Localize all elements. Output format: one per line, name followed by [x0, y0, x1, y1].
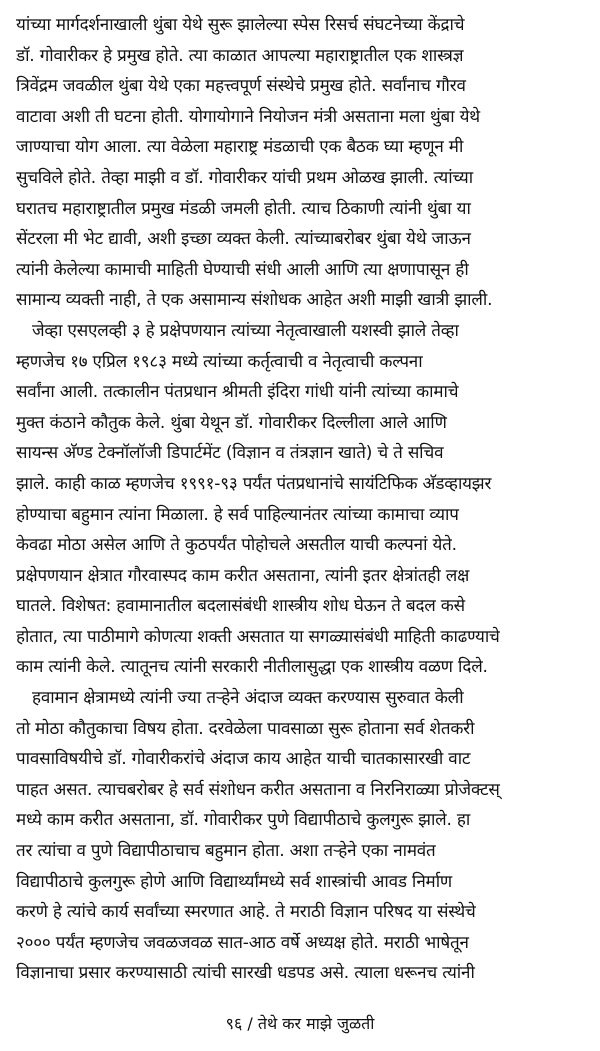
text-line: तर त्यांचा व पुणे विद्यापीठाचाच बहुमान होता. अशा तऱ्हेने एका नामवंत: [16, 841, 436, 862]
text-line: तो मोठा कौतुकाचा विषय होता. दरवेळेला पावसाळा सुरू होताना सर्व शेतकरी: [16, 718, 475, 739]
text-line: वाटावा अशी ती घटना होती. योगायोगाने नियोजन मंत्री असताना मला थुंबा येथे: [16, 106, 480, 127]
text-line: पावसाविषयीचे डॉ. गोवारीकरांचे अंदाज काय आहेत याची चातकासारखी वाट: [16, 749, 471, 770]
text-line: त्रिवेंद्रम जवळील थुंबा येथे एका महत्त्वपूर्ण संस्थेचे प्रमुख होते. सर्वांनाच गौरव: [16, 76, 466, 97]
text-line: घरातच महाराष्ट्रातील प्रमुख मंडळी जमली होती. त्याच ठिकाणी त्यांनी थुंबा या: [16, 198, 471, 219]
page-footer: ९६ / तेथे कर माझे जुळती: [225, 1014, 375, 1033]
text-line: होतात, त्या पाठीमागे कोणत्या शक्ती असतात या सगळ्यासंबंधी माहिती काढण्याचे: [16, 626, 500, 647]
text-line: पाहत असत. त्याचबरोबर हे सर्व संशोधन करीत असताना व निरनिराळ्या प्रोजेक्टस्: [16, 779, 500, 800]
text-line: सायन्स अ‍ॅण्ड टेक्नॉलॉजी डिपार्टमेंट (विज्ञान व तंत्रज्ञान खाते) चे ते सचिव: [16, 443, 444, 464]
text-line: म्हणजेच १७ एप्रिल १९८३ मध्ये त्यांच्या कर्तृत्वाची व नेतृत्वाची कल्पना: [16, 351, 423, 372]
text-line: २००० पर्यंत म्हणजेच जवळजवळ सात-आठ वर्षे अध्यक्ष होते. मराठी भाषेतून: [16, 932, 469, 953]
text-line: सुचविले होते. तेव्हा माझी व डॉ. गोवारीकर यांची प्रथम ओळख झाली. त्यांच्या: [16, 167, 473, 188]
text-line: सेंटरला मी भेट द्यावी, अशी इच्छा व्यक्त केली. त्यांच्याबरोबर थुंबा येथे जाऊन: [16, 229, 471, 250]
text-line: प्रक्षेपणयान क्षेत्रात गौरवास्पद काम करीत असताना, त्यांनी इतर क्षेत्रांतही लक्ष: [16, 565, 470, 586]
text-line: झाले. काही काळ म्हणजेच १९९१-९३ पर्यंत पंतप्रधानांचे सायंटिफिक अ‍ॅडव्हायझर: [16, 473, 492, 494]
text-line: काम त्यांनी केले. त्यातूनच त्यांनी सरकारी नीतीलासुद्धा एक शास्त्रीय वळण दिले.: [16, 657, 488, 678]
text-line: सर्वांना आली. तत्कालीन पंतप्रधान श्रीमती इंदिरा गांधी यांनी त्यांच्या कामाचे: [16, 382, 459, 403]
text-line: त्यांनी केलेल्या कामाची माहिती घेण्याची संधी आली आणि त्या क्षणापासून ही: [16, 259, 469, 280]
text-line: विद्यापीठाचे कुलगुरू होणे आणि विद्यार्थ्यांमध्ये सर्व शास्त्रांची आवड निर्माण: [16, 871, 453, 892]
paragraph-start-line: हवामान क्षेत्रामध्ये त्यांनी ज्या तऱ्हेने अंदाज व्यक्त करण्यास सुरुवात केली: [32, 688, 464, 709]
paragraph-start-line: जेव्हा एसएलव्ही ३ हे प्रक्षेपणयान त्यांच्या नेतृत्वाखाली यशस्वी झाले तेव्हा: [32, 320, 459, 341]
text-line: सामान्य व्यक्ती नाही, ते एक असामान्य संशोधक आहेत अशी माझी खात्री झाली.: [16, 290, 493, 311]
text-line: घातले. विशेषत: हवामानातील बदलासंबंधी शास्त्रीय शोध घेऊन ते बदल कसे: [16, 596, 465, 617]
text-line: करणे हे त्यांचे कार्य सर्वांच्या स्मरणात आहे. ते मराठी विज्ञान परिषद या संस्थेचे: [16, 902, 476, 923]
text-line: जाण्याचा योग आला. त्या वेळेला महाराष्ट्र मंडळाची एक बैठक घ्या म्हणून मी: [16, 137, 464, 158]
body-text: [16, 10, 590, 989]
text-line: होण्याचा बहुमान त्यांना मिळाला. हे सर्व पाहिल्यानंतर त्यांच्या कामाचा व्याप: [16, 504, 459, 525]
text-line: मुक्त कंठाने कौतुक केले. थुंबा येथून डॉ. गोवारीकर दिल्लीला आले आणि: [16, 412, 447, 433]
text-line: मध्ये काम करीत असताना, डॉ. गोवारीकर पुणे विद्यापीठाचे कुलगुरू झाले. हा: [16, 810, 471, 831]
text-line: डॉ. गोवारीकर हे प्रमुख होते. त्या काळात आपल्या महाराष्ट्रातील एक शास्त्रज्ञ: [16, 45, 464, 66]
text-line: यांच्या मार्गदर्शनाखाली थुंबा येथे सुरू झालेल्या स्पेस रिसर्च संघटनेच्या केंद्राचे: [16, 15, 465, 35]
text-line: केवढा मोठा असेल आणि ते कुठपर्यंत पोहोचले असतील याची कल्पनां येते.: [16, 535, 457, 556]
text-line: विज्ञानाचा प्रसार करण्यासाठी त्यांची सारखी धडपड असे. त्याला धरूनच त्यांनी: [16, 963, 475, 984]
